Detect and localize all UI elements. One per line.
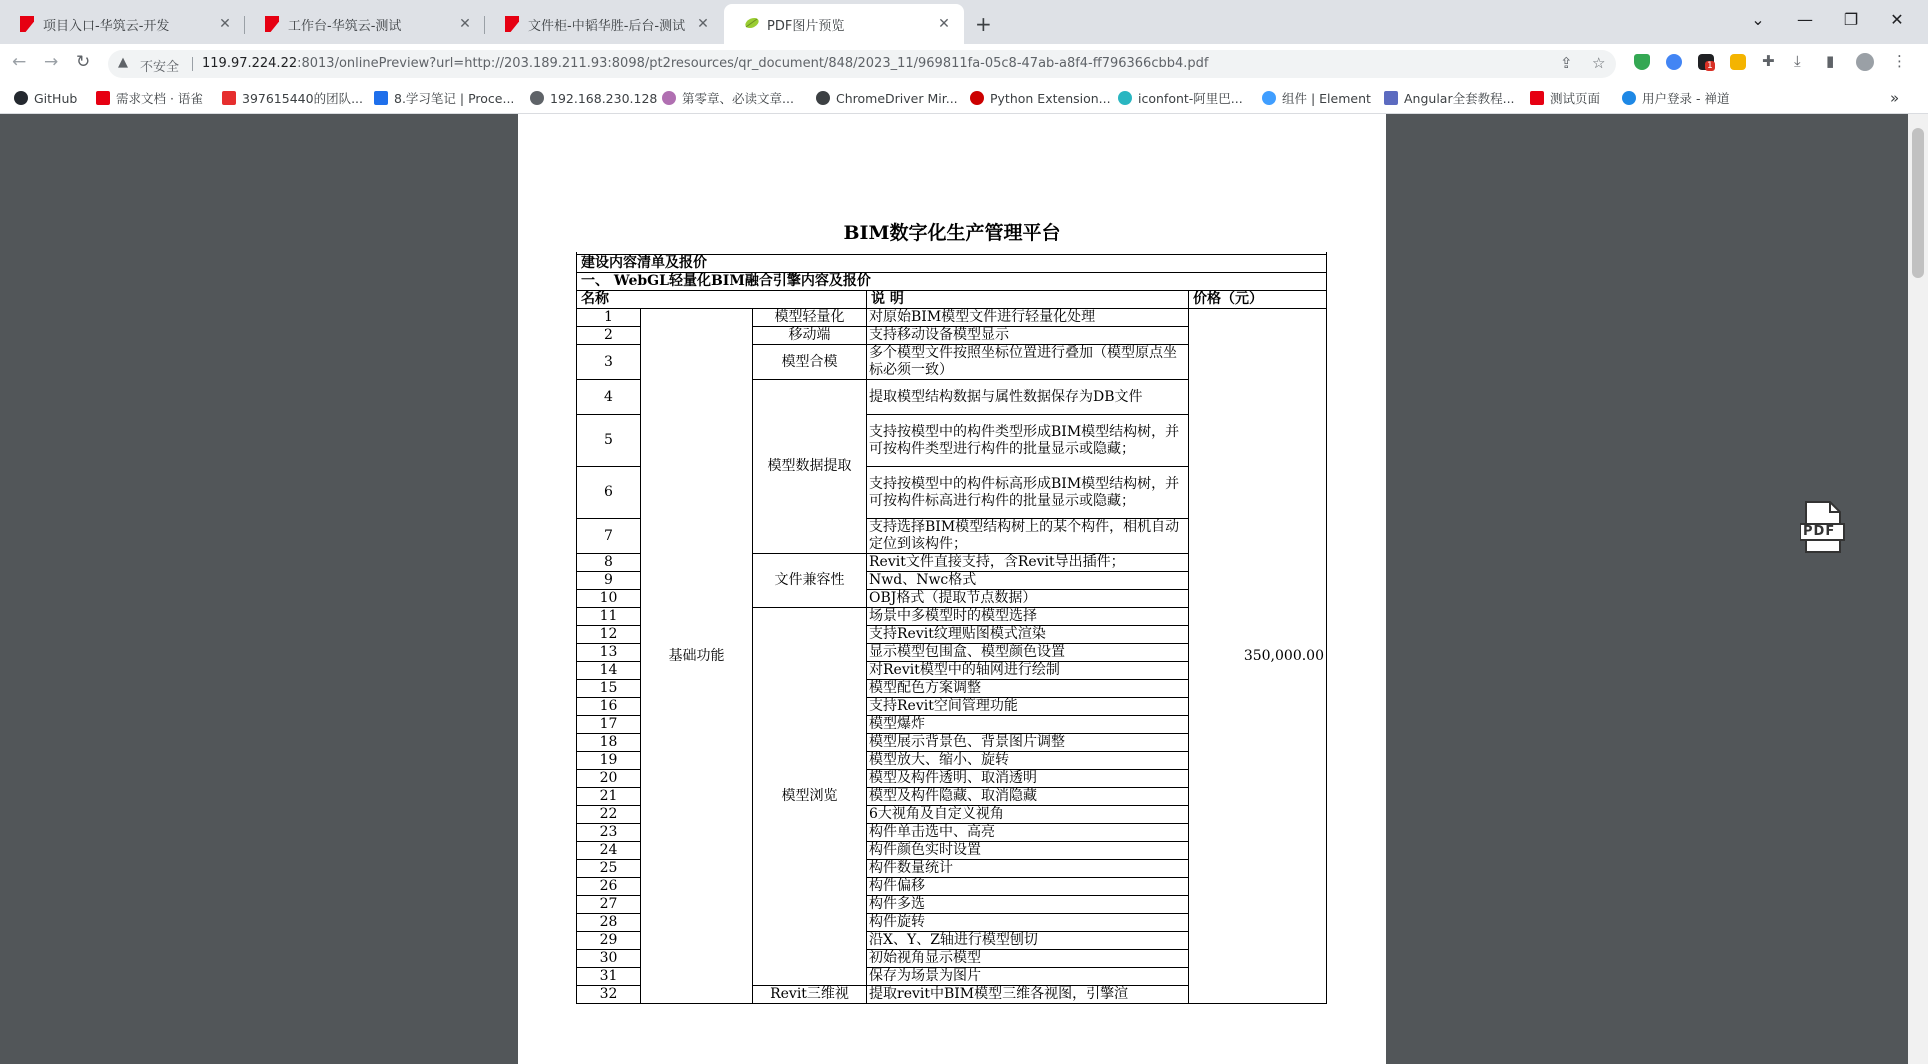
group-name-cell: Revit三维视: [753, 986, 867, 1004]
row-number: 24: [577, 842, 641, 860]
close-icon[interactable]: ✕: [697, 16, 709, 32]
bookmark-label: 第零章、必读文章...: [682, 91, 794, 106]
bookmark-favicon-icon: [1262, 91, 1276, 105]
tab-title: 文件柜-中韬华胜-后台-测试: [528, 18, 686, 34]
url-host: 119.97.224.22: [202, 56, 298, 71]
tab-strip: [0, 0, 1928, 44]
subsection-title: 一、 WebGL轻量化BIM融合引擎内容及报价: [577, 273, 1327, 291]
row-description: 模型及构件隐藏、取消隐藏: [867, 788, 1189, 806]
bookmark-favicon-icon: [816, 91, 830, 105]
row-number: 2: [577, 327, 641, 345]
bookmark-favicon-icon: [1384, 91, 1398, 105]
browser-toolbar: [0, 44, 1928, 82]
warning-icon[interactable]: ▲: [118, 55, 128, 70]
bookmark-label: Angular全套教程...: [1404, 91, 1515, 106]
bookmark-label: 组件 | Element: [1282, 91, 1371, 106]
row-description: 支持选择BIM模型结构树上的某个构件，相机自动定位到该构件；: [867, 519, 1189, 554]
row-description: 沿X、Y、Z轴进行模型刨切: [867, 932, 1189, 950]
tab-favicon-icon: [265, 16, 279, 32]
row-description: 场景中多模型时的模型选择: [867, 608, 1189, 626]
row-number: 12: [577, 626, 641, 644]
row-number: 3: [577, 345, 641, 380]
bookmark-test-page[interactable]: [1530, 89, 1600, 107]
bookmark-favicon-icon: [1118, 91, 1132, 105]
row-description: Nwd、Nwc格式: [867, 572, 1189, 590]
bookmark-zentao-login[interactable]: [1622, 89, 1729, 107]
new-tab-icon[interactable]: +: [975, 12, 992, 36]
row-description: 构件旋转: [867, 914, 1189, 932]
bookmark-label: iconfont-阿里巴...: [1138, 91, 1243, 106]
row-description: 模型放大、缩小、旋转: [867, 752, 1189, 770]
row-number: 30: [577, 950, 641, 968]
leaf-favicon-icon: [744, 16, 758, 32]
restore-icon[interactable]: ❐: [1843, 10, 1859, 29]
github-icon: [14, 91, 28, 105]
row-description: 保存为场景为图片: [867, 968, 1189, 986]
close-icon[interactable]: ✕: [938, 16, 950, 32]
url-path: :8013/onlinePreview?url=http://203.189.211.93:8098/pt2resources/qr_document/848/2023_11/969811fa-05c8-47ab-a8f4-ff796366cbb4.pdf: [297, 56, 1209, 71]
section-row: [577, 255, 1327, 273]
section-title: 建设内容清单及报价: [577, 255, 1327, 273]
row-number: 11: [577, 608, 641, 626]
colorful-extension-icon[interactable]: [1666, 54, 1682, 70]
row-description: Revit文件直接支持，含Revit导出插件；: [867, 554, 1189, 572]
row-number: 16: [577, 698, 641, 716]
scrollbar-thumb[interactable]: [1912, 128, 1924, 278]
col-header-price: 价格（元）: [1189, 291, 1327, 309]
subsection-row: [577, 273, 1327, 291]
row-description: 构件颜色实时设置: [867, 842, 1189, 860]
row-number: 23: [577, 824, 641, 842]
bookmark-favicon-icon: [96, 91, 110, 105]
row-description: 多个模型文件按照坐标位置进行叠加（模型原点坐标必须一致）: [867, 345, 1189, 380]
on-icon: [374, 91, 388, 105]
group-name-cell: 模型轻量化: [753, 309, 867, 327]
shield-extension-icon[interactable]: [1634, 54, 1650, 70]
row-number: 29: [577, 932, 641, 950]
tab-favicon-icon: [505, 16, 519, 32]
tab-title: 项目入口-华筑云-开发: [43, 18, 170, 34]
url-text[interactable]: [202, 56, 1208, 71]
col-header-desc: 说 明: [867, 291, 1189, 309]
row-description: 构件数量统计: [867, 860, 1189, 878]
row-number: 10: [577, 590, 641, 608]
row-description: 支持移动设备模型显示: [867, 327, 1189, 345]
extension-badge-icon[interactable]: [1698, 54, 1714, 70]
close-icon[interactable]: ✕: [219, 16, 231, 32]
row-number: 15: [577, 680, 641, 698]
row-number: 1: [577, 309, 641, 327]
row-number: 17: [577, 716, 641, 734]
pdf-viewer: [0, 114, 1908, 1064]
row-number: 27: [577, 896, 641, 914]
bookmark-star-icon[interactable]: ☆: [1592, 54, 1606, 72]
document-title: BIM数字化生产管理平台: [843, 222, 1061, 244]
pdf-file-icon[interactable]: [1800, 500, 1846, 554]
extension-badge-count: 1: [1707, 61, 1713, 71]
minimize-icon[interactable]: —: [1797, 10, 1813, 29]
pdf-icon-label: PDF: [1803, 524, 1836, 539]
puzzle-icon[interactable]: ✚: [1762, 52, 1775, 70]
tab-file-cabinet[interactable]: [485, 4, 723, 44]
bookmark-label: 用户登录 - 禅道: [1642, 91, 1730, 106]
bookmark-chromedriver[interactable]: [816, 89, 958, 107]
row-description: 模型配色方案调整: [867, 680, 1189, 698]
category-cell: 基础功能: [641, 309, 753, 1004]
address-bar[interactable]: [108, 50, 1616, 78]
row-description: 模型展示背景色、背景图片调整: [867, 734, 1189, 752]
back-arrow-icon[interactable]: ←: [12, 52, 27, 72]
bookmark-label: 测试页面: [1550, 91, 1601, 106]
bookmark-favicon-icon: [662, 91, 676, 105]
row-description: 对原始BIM模型文件进行轻量化处理: [867, 309, 1189, 327]
globe-icon: [530, 91, 544, 105]
row-number: 13: [577, 644, 641, 662]
row-description: OBJ格式（提取节点数据）: [867, 590, 1189, 608]
column-header-row: [577, 291, 1327, 309]
group-name-cell: 移动端: [753, 327, 867, 345]
group-name-cell: 文件兼容性: [753, 554, 867, 608]
row-description: 支持Revit空间管理功能: [867, 698, 1189, 716]
row-description: 初始视角显示模型: [867, 950, 1189, 968]
row-description: 构件多选: [867, 896, 1189, 914]
bookmark-local-ip[interactable]: [530, 89, 657, 107]
row-number: 14: [577, 662, 641, 680]
bookmark-notes[interactable]: [374, 89, 514, 107]
insecure-label: 不安全: [140, 60, 180, 75]
row-number: 5: [577, 415, 641, 467]
row-number: 20: [577, 770, 641, 788]
row-number: 8: [577, 554, 641, 572]
row-number: 4: [577, 380, 641, 415]
quote-table: [576, 252, 1327, 1004]
bookmark-iconfont[interactable]: [1118, 89, 1243, 107]
bookmark-python-extension[interactable]: [970, 89, 1111, 107]
tab-title: 工作台-华筑云-测试: [288, 18, 402, 34]
row-description: 对Revit模型中的轴网进行绘制: [867, 662, 1189, 680]
row-description: 提取revit中BIM模型三维各视图，引擎渲: [867, 986, 1189, 1004]
row-number: 25: [577, 860, 641, 878]
row-number: 31: [577, 968, 641, 986]
bookmark-label: ChromeDriver Mir...: [836, 90, 958, 106]
bookmarks-overflow-icon[interactable]: »: [1890, 89, 1900, 107]
row-description: 构件偏移: [867, 878, 1189, 896]
tab-search-chevron-icon[interactable]: ⌄: [1751, 10, 1765, 29]
yellow-extension-icon[interactable]: [1730, 54, 1746, 70]
row-number: 21: [577, 788, 641, 806]
col-header-name: 名称: [577, 291, 867, 309]
row-description: 支持按模型中的构件类型形成BIM模型结构树，并可按构件类型进行构件的批量显示或隐藏；: [867, 415, 1189, 467]
bookmark-github[interactable]: [14, 89, 77, 107]
row-description: 模型及构件透明、取消透明: [867, 770, 1189, 788]
row-number: 7: [577, 519, 641, 554]
side-panel-icon[interactable]: ▮: [1826, 52, 1835, 70]
bookmark-label: Python Extension...: [990, 90, 1111, 106]
row-number: 18: [577, 734, 641, 752]
tab-favicon-icon: [20, 16, 34, 32]
bookmark-chapter-zero[interactable]: [662, 89, 794, 107]
row-number: 9: [577, 572, 641, 590]
tab-pdf-preview[interactable]: [724, 4, 964, 44]
download-icon[interactable]: ⤓: [1794, 52, 1801, 70]
row-number: 28: [577, 914, 641, 932]
table-row: [577, 309, 1327, 327]
more-menu-icon[interactable]: ⋮: [1892, 52, 1907, 70]
bookmarks-bar: [0, 82, 1928, 114]
bookmark-element[interactable]: [1262, 89, 1371, 107]
tab-project-entry[interactable]: [0, 4, 245, 44]
close-icon[interactable]: ✕: [459, 16, 471, 32]
group-name-cell: 模型浏览: [753, 608, 867, 986]
price-cell: 350,000.00: [1189, 309, 1327, 1004]
row-description: 支持Revit纹理贴图模式渲染: [867, 626, 1189, 644]
bookmark-team[interactable]: [222, 89, 363, 107]
row-description: 6大视角及自定义视角: [867, 806, 1189, 824]
profile-avatar-icon[interactable]: [1856, 53, 1874, 71]
bookmark-label: 8.学习笔记 | Proce...: [394, 91, 515, 106]
row-number: 26: [577, 878, 641, 896]
row-number: 22: [577, 806, 641, 824]
row-number: 6: [577, 467, 641, 519]
group-name-cell: 模型合模: [753, 345, 867, 380]
pdf-page: [518, 114, 1386, 1064]
address-divider: [192, 57, 193, 71]
viewer-scrollbar[interactable]: [1908, 114, 1928, 1064]
cc-icon: [222, 91, 236, 105]
tab-workbench[interactable]: [245, 4, 485, 44]
forward-arrow-icon[interactable]: →: [44, 52, 59, 72]
row-description: 提取模型结构数据与属性数据保存为DB文件: [867, 380, 1189, 415]
share-icon[interactable]: ⇪: [1560, 54, 1573, 72]
row-description: 模型爆炸: [867, 716, 1189, 734]
row-description: 支持按模型中的构件标高形成BIM模型结构树，并可按构件标高进行构件的批量显示或隐藏；: [867, 467, 1189, 519]
bookmark-favicon-icon: [1622, 91, 1636, 105]
window-close-icon[interactable]: ✕: [1890, 10, 1904, 29]
group-name-cell: 模型数据提取: [753, 380, 867, 554]
tab-title: PDF图片预览: [767, 18, 845, 34]
row-number: 32: [577, 986, 641, 1004]
bookmark-angular[interactable]: [1384, 89, 1515, 107]
bookmark-label: 需求文档 · 语雀: [116, 91, 203, 106]
bookmark-favicon-icon: [970, 91, 984, 105]
bookmark-label: 397615440的团队...: [242, 91, 363, 106]
bookmark-favicon-icon: [1530, 91, 1544, 105]
bookmark-yuque[interactable]: [96, 89, 203, 107]
row-description: 显示模型包围盒、模型颜色设置: [867, 644, 1189, 662]
row-description: 构件单击选中、高亮: [867, 824, 1189, 842]
reload-icon[interactable]: ↻: [76, 52, 91, 72]
bookmark-label: GitHub: [34, 90, 78, 106]
bookmark-label: 192.168.230.128: [550, 90, 658, 106]
row-number: 19: [577, 752, 641, 770]
